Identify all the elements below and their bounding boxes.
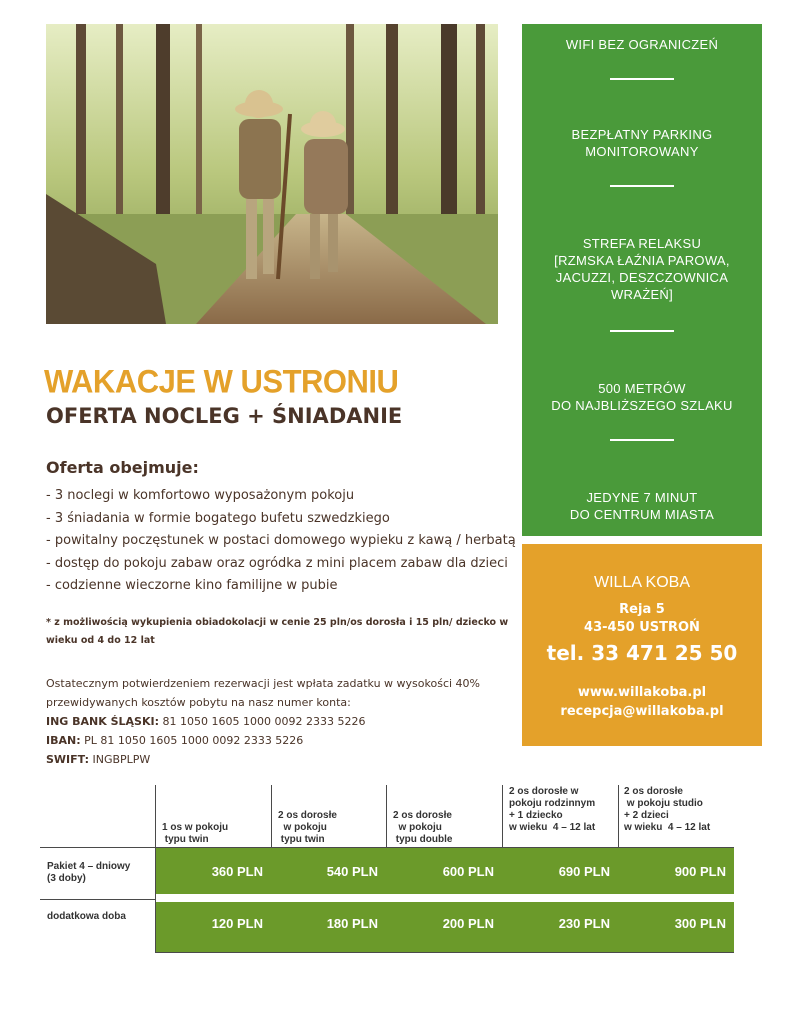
list-item: - codzienne wieczorne kino familijne w pubie	[46, 578, 338, 593]
price-cell: 300 PLN	[618, 902, 734, 952]
list-item: - powitalny poczęstunek w postaci domowego wypieku z kawą / herbatą	[46, 533, 516, 548]
deposit-line: Ostatecznym potwierdzeniem rezerwacji jest wpłata zadatku w wysokości 40%	[46, 677, 481, 690]
list-item: - dostęp do pokoju zabaw oraz ogródka z mini placem zabaw dla dzieci	[46, 555, 508, 571]
bank-number: 81 1050 1605 1000 0092 2333 5226	[159, 715, 366, 728]
contact-panel	[522, 544, 762, 746]
price-cell: 180 PLN	[271, 902, 386, 952]
price-cell: 900 PLN	[618, 848, 734, 894]
swift	[46, 750, 516, 769]
deposit-line: przewidywanych kosztów pobytu na nasz numer konta:	[46, 696, 351, 709]
bank-label: ING BANK ŚLĄSKI:	[46, 715, 159, 728]
offer-list	[46, 487, 516, 600]
hotel-city: 43-450 USTROŃ	[584, 620, 700, 635]
feature-wifi: WIFI BEZ OGRANICZEŃ	[565, 37, 719, 52]
page-subtitle: OFERTA NOCLEG + ŚNIADANIE	[46, 404, 403, 428]
feature-separator	[610, 78, 674, 80]
column-header: 2 os dorosłe w pokoju typu double	[393, 810, 453, 845]
price-cell: 200 PLN	[386, 902, 502, 952]
page-title: WAKACJE W USTRONIU	[44, 363, 399, 400]
feature-trail: 500 METRÓW DO NAJBLIŻSZEGO SZLAKU	[551, 381, 733, 413]
feature-separator	[610, 330, 674, 332]
hotel-name: WILLA KOBA	[593, 574, 691, 591]
feature-separator	[610, 185, 674, 187]
iban-label: IBAN:	[46, 734, 81, 747]
feature-relax: STREFA RELAKSU [RZMSKA ŁAŹNIA PAROWA, JACUZZI, DESZCZOWNICA WRAŻEŃ]	[554, 236, 730, 302]
feature-separator	[610, 439, 674, 441]
deposit-info	[46, 674, 516, 769]
hero-photo	[46, 24, 498, 324]
table-divider	[502, 785, 503, 847]
price-cell: 600 PLN	[386, 848, 502, 894]
price-cell: 120 PLN	[156, 902, 271, 952]
table-divider	[271, 785, 272, 847]
hotel-phone[interactable]: tel. 33 471 25 50	[546, 641, 738, 665]
table-divider	[386, 785, 387, 847]
price-table	[40, 785, 734, 955]
hotel-website-link[interactable]: www.willakoba.pl	[577, 685, 707, 700]
table-divider	[618, 785, 619, 847]
hotel-street: Reja 5	[619, 602, 665, 617]
feature-parking: BEZPŁATNY PARKING MONITOROWANY	[571, 127, 713, 159]
table-divider	[40, 899, 156, 900]
table-divider	[155, 952, 734, 953]
column-header: 2 os dorosłe w pokoju studio + 2 dzieci w wieku 4 – 12 lat	[624, 786, 711, 833]
bank-account	[46, 712, 516, 731]
iban	[46, 731, 516, 750]
price-cell: 690 PLN	[502, 848, 618, 894]
price-cell: 360 PLN	[156, 848, 271, 894]
column-header: 1 os w pokoju typu twin	[162, 822, 229, 845]
swift-code: INGBPLPW	[88, 753, 151, 766]
hotel-email-link[interactable]: recepcja@willakoba.pl	[560, 704, 724, 719]
column-header: 2 os dorosłe w pokoju typu twin	[278, 810, 337, 845]
column-header: 2 os dorosłe w pokoju rodzinnym + 1 dziecko w wieku 4 – 12 lat	[509, 786, 596, 833]
iban-number: PL 81 1050 1605 1000 0092 2333 5226	[80, 734, 304, 747]
list-item: - 3 noclegi w komfortowo wyposażonym pokoju	[46, 488, 355, 503]
features-panel	[522, 24, 762, 536]
offer-heading: Oferta obejmuje:	[46, 458, 199, 477]
price-cell: 540 PLN	[271, 848, 386, 894]
swift-label: SWIFT:	[46, 753, 89, 766]
dinner-note: * z możliwością wykupienia obiadokolacji w cenie 25 pln/os dorosła i 15 pln/ dziecko w wieku od 4 do 12 lat	[46, 617, 509, 646]
row-label: Pakiet 4 – dniowy (3 doby)	[47, 861, 131, 884]
list-item: - 3 śniadania w formie bogatego bufetu szwedzkiego	[46, 510, 390, 526]
row-label: dodatkowa doba	[47, 911, 126, 922]
feature-center: JEDYNE 7 MINUT DO CENTRUM MIASTA	[569, 490, 715, 522]
price-cell: 230 PLN	[502, 902, 618, 952]
